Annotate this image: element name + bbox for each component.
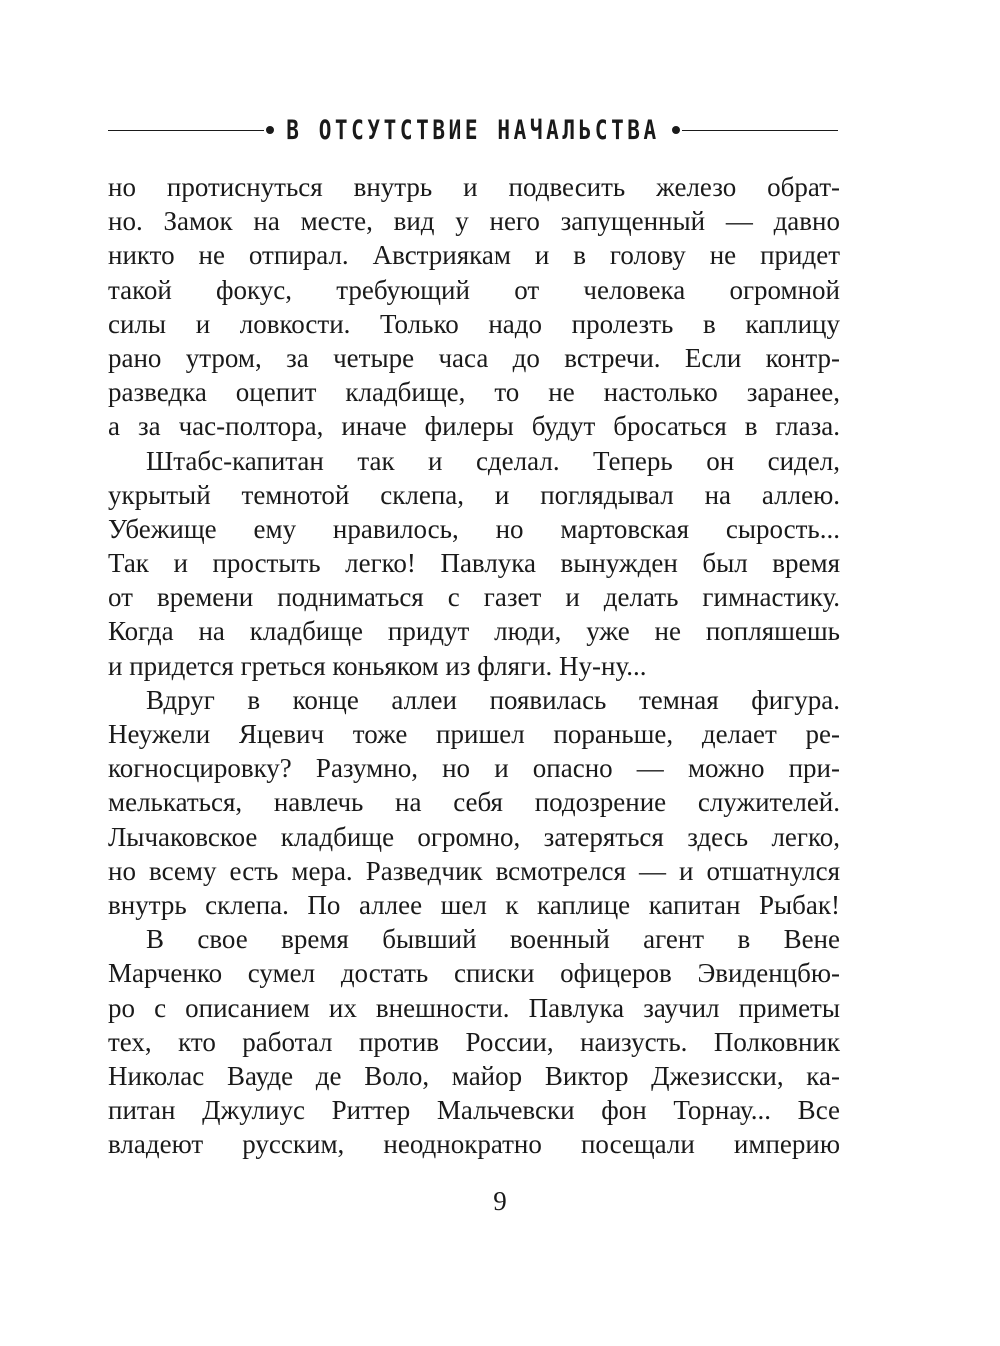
text-line: тех, кто работал против России, наизусть. Полковник [108,1026,840,1057]
text-line: разведка оцепит кладбище, то не настолько заранее, [108,377,840,408]
text-line: Неужели Яцевич тоже пришел пораньше, делает ре- [108,719,840,749]
running-header [108,110,838,150]
text-line: ро с описанием их внешности. Павлука заучил приметы [108,992,840,1023]
text-line: Убежище ему нравилось, но мартовская сырость... [108,513,840,544]
page-number: 9 [493,1186,507,1216]
text-line: Штабс-капитан так и сделал. Теперь он сидел, [146,445,840,476]
text-line: но. Замок на месте, вид у него запущенный — давно [108,206,840,237]
text-line: никто не отпирал. Австриякам и в голову не придет [108,240,840,271]
text-line: Вдруг в конце аллеи появилась темная фигура. [146,684,840,715]
paragraph [108,922,840,1161]
text-line: В свое время бывший военный агент в Вене [146,924,840,955]
text-line: рано утром, за четыре часа до встречи. Если контр- [108,342,840,373]
text-line: но всему есть мера. Разведчик всмотрелся — и отшатнулся [108,855,840,886]
text-line: Николас Вауде де Воло, майор Виктор Джезисски, ка- [108,1060,840,1091]
text-line: Когда на кладбище придут люди, уже не попляшешь [108,616,840,647]
text-line: но протиснуться внутрь и подвесить железо обрат- [108,172,840,202]
header-rule-left [108,130,264,131]
text-line: укрытый темнотой склепа, и поглядывал на аллею. [108,479,840,510]
bullet-icon [266,126,274,134]
header-rule-right [682,130,838,131]
text-line: от времени подниматься с газет и делать гимнастику. [108,582,840,613]
running-header-title: В ОТСУТСТВИЕ НАЧАЛЬСТВА [286,115,660,145]
text-line: питан Джулиус Риттер Мальчевски фон Торнау... Все [108,1095,840,1126]
text-line: внутрь склепа. По аллее шел к каплице капитан Рыбак! [108,889,840,920]
text-line: когносцировку? Разумно, но и опасно — можно при- [108,753,840,784]
bullet-icon [672,126,680,134]
text-line: и придется греться коньяком из фляги. Ну-ну... [108,650,647,681]
text-line: Так и простыть легко! Павлука вынужден был время [108,548,840,579]
paragraph [108,683,840,922]
paragraph [108,444,840,683]
paragraph [108,170,840,444]
text-line: Лычаковское кладбище огромно, затеряться здесь легко, [108,821,840,852]
text-line: владеют русским, неоднократно посещали империю [108,1129,840,1160]
text-line: такой фокус, требующий от человека огромной [108,274,840,305]
text-line: а за час-полтора, иначе филеры будут бросаться в глаза. [108,411,840,442]
text-line: мелькаться, навлечь на себя подозрение служителей. [108,787,840,818]
text-line: Марченко сумел достать списки офицеров Эвиденцбю- [108,958,840,989]
text-line: силы и ловкости. Только надо пролезть в каплицу [108,308,840,339]
body-text [108,170,840,1161]
